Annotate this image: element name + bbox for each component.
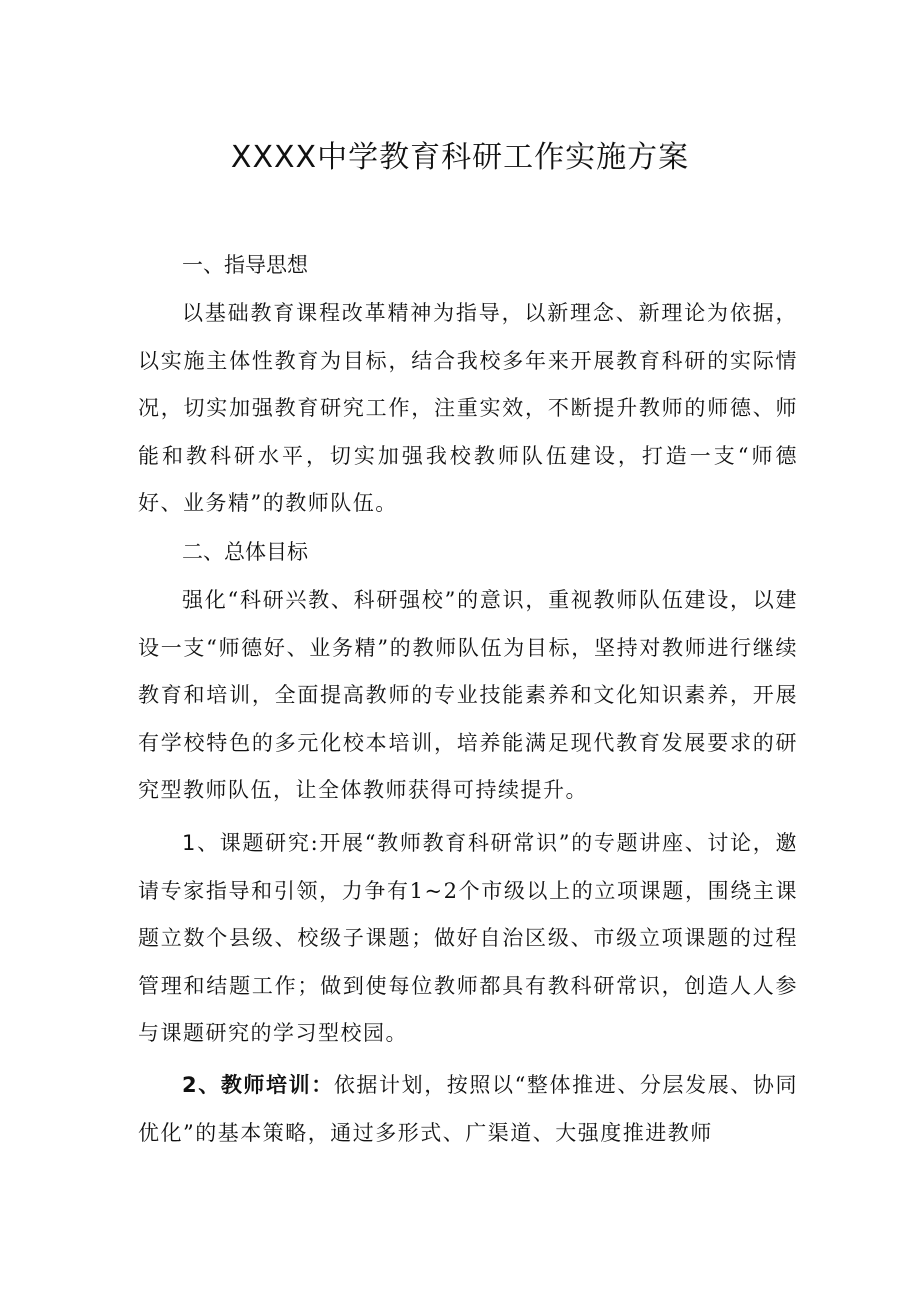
section-body-guiding-ideology: 以基础教育课程改革精神为指导，以新理念、新理论为依据，以实施主体性教育为目标，结合我校多年来开展教育科研的实际情况，切实加强教育研究工作，注重实效，不断提升教师的师德、师能和教科研水平，切实加强我校教师队伍建设，打造一支“师德好、业务精”的教师队伍。 [138, 301, 798, 515]
document-title: XXXX中学教育科研工作实施方案 [230, 140, 690, 175]
item-body: 依据计划，按照以“整体推进、分层发展、协同优化”的基本策略，通过多形式、广渠道、大强度推进教师 [138, 1073, 799, 1145]
item-label: 、课题研究: [196, 831, 320, 855]
item-number: 1 [182, 831, 197, 855]
item-label: 、教师培训： [198, 1073, 334, 1097]
section-body-overall-goals: 强化“科研兴教、科研强校”的意识，重视教师队伍建设，以建设一支“师德好、业务精”的教师队伍为目标，坚持对教师进行继续教育和培训，全面提高教师的专业技能素养和文化知识素养，开展有学校特色的多元化校本培训，培养能满足现代教育发展要求的研究型教师队伍，让全体教师获得可持续提升。 [138, 588, 798, 802]
item-research-projects [138, 820, 798, 1058]
item-teacher-training [138, 1062, 798, 1157]
item-number: 2 [182, 1073, 199, 1097]
section-heading-guiding-ideology: 一、指导思想 [182, 253, 308, 277]
section-heading-overall-goals: 二、总体目标 [182, 540, 308, 564]
item-body: 开展“教师教育科研常识”的专题讲座、讨论，邀请专家指导和引领，力争有1~2个市级以上的立项课题，围绕主课题立数个县级、校级子课题；做好自治区级、市级立项课题的过程管理和结题工作；做到使每位教师都具有教科研常识，创造人人参与课题研究的学习型校园。 [138, 831, 798, 1045]
